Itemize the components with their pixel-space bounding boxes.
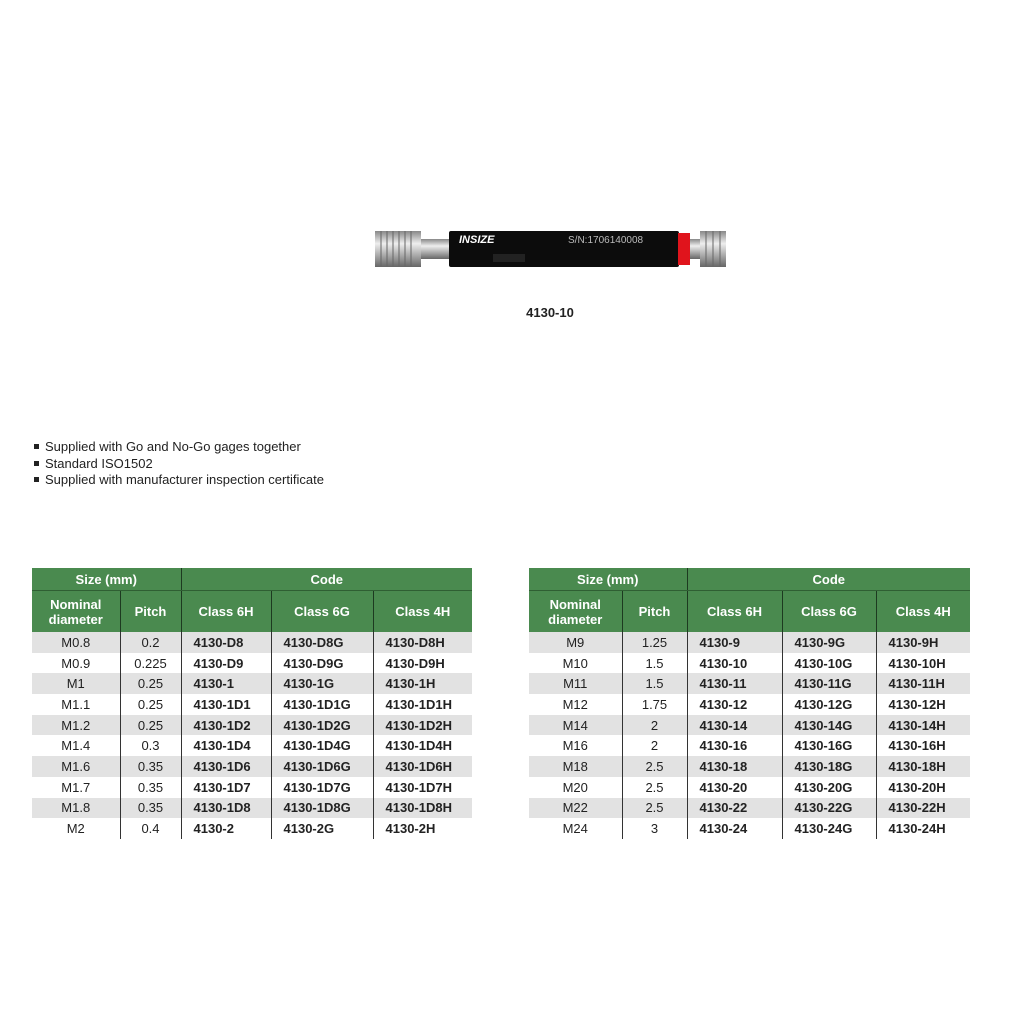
pitch-cell: 0.25	[120, 694, 181, 715]
nominal-header: Nominal diameter	[529, 591, 622, 633]
table-row	[32, 818, 472, 839]
brand-logo: INSIZE	[459, 234, 495, 246]
class-6g-cell: 4130-1D1G	[271, 694, 373, 715]
product-caption: 4130-10	[526, 305, 574, 320]
class-6h-cell: 4130-D9	[181, 653, 271, 674]
class-6h-cell: 4130-12	[687, 694, 782, 715]
class-6h-cell: 4130-1D4	[181, 735, 271, 756]
class-6g-header: Class 6G	[271, 591, 373, 633]
class-4h-cell: 4130-16H	[876, 735, 970, 756]
class-6h-header: Class 6H	[687, 591, 782, 633]
class-6g-cell: 4130-16G	[782, 735, 876, 756]
class-4h-cell: 4130-20H	[876, 777, 970, 798]
class-4h-cell: 4130-24H	[876, 818, 970, 839]
class-4h-cell: 4130-1D2H	[373, 715, 472, 736]
table-row	[32, 694, 472, 715]
pitch-cell: 1.5	[622, 673, 687, 694]
nominal-cell: M1.2	[32, 715, 120, 736]
table-row	[32, 715, 472, 736]
pitch-cell: 2.5	[622, 756, 687, 777]
feature-item: Supplied with manufacturer inspection certificate	[34, 472, 324, 489]
class-4h-cell: 4130-D8H	[373, 632, 472, 653]
table-row	[529, 777, 970, 798]
nominal-cell: M16	[562, 738, 588, 754]
table-row	[529, 673, 970, 694]
pitch-cell: 3	[622, 818, 687, 839]
pitch-cell: 0.4	[120, 818, 181, 839]
pitch-cell: 0.2	[120, 632, 181, 653]
table-row	[529, 798, 970, 819]
pitch-cell: 0.35	[120, 777, 181, 798]
nominal-cell: M18	[529, 756, 622, 777]
class-4h-cell: 4130-1D1H	[373, 694, 472, 715]
class-4h-cell: 4130-1D7H	[373, 777, 472, 798]
table-row	[529, 818, 970, 839]
table-row	[32, 653, 472, 674]
pitch-cell: 1.75	[622, 694, 687, 715]
nominal-cell: M12	[562, 696, 588, 712]
nominal-cell: M22	[529, 798, 622, 819]
table-row	[32, 777, 472, 798]
serial-number: S/N:1706140008	[568, 235, 644, 246]
table-row	[32, 735, 472, 756]
nominal-cell: M0.8	[32, 632, 120, 653]
table-row	[32, 798, 472, 819]
nominal-cell: M1.7	[61, 779, 91, 795]
nominal-cell: M10	[562, 655, 588, 671]
nominal-cell: M1.8	[32, 798, 120, 819]
class-6h-cell: 4130-9	[687, 632, 782, 653]
class-6h-cell: 4130-10	[687, 653, 782, 674]
class-4h-header: Class 4H	[373, 591, 472, 633]
class-6h-cell: 4130-1D1	[181, 694, 271, 715]
class-6h-cell: 4130-22	[687, 798, 782, 819]
class-6h-cell: 4130-20	[687, 777, 782, 798]
spec-table-large	[529, 568, 970, 839]
nominal-cell: M14	[529, 715, 622, 736]
class-6g-cell: 4130-D9G	[271, 653, 373, 674]
class-6g-cell: 4130-11G	[782, 673, 876, 694]
pitch-cell: 0.25	[120, 715, 181, 736]
class-6h-cell: 4130-D8	[181, 632, 271, 653]
spec-table-small	[32, 568, 472, 839]
class-6g-cell: 4130-1D6G	[271, 756, 373, 777]
nominal-cell: M1.4	[61, 738, 91, 754]
code-header: Code	[181, 568, 472, 591]
feature-item: Standard ISO1502	[34, 456, 324, 473]
pitch-cell: 0.225	[120, 653, 181, 674]
table-row	[529, 756, 970, 777]
class-6g-cell: 4130-9G	[782, 632, 876, 653]
class-6h-cell: 4130-11	[687, 673, 782, 694]
table-row	[529, 694, 970, 715]
pitch-cell: 2.5	[622, 777, 687, 798]
class-6g-cell: 4130-D8G	[271, 632, 373, 653]
nominal-cell: M9	[529, 632, 622, 653]
nominal-cell: M24	[562, 821, 588, 837]
pitch-header: Pitch	[622, 591, 687, 633]
class-6h-cell: 4130-2	[181, 818, 271, 839]
table-row	[32, 756, 472, 777]
code-header: Code	[687, 568, 970, 591]
class-6h-cell: 4130-24	[687, 818, 782, 839]
class-6g-header: Class 6G	[782, 591, 876, 633]
feature-item: Supplied with Go and No-Go gages together	[34, 439, 324, 456]
size-header: Size (mm)	[32, 568, 181, 591]
class-4h-cell: 4130-10H	[876, 653, 970, 674]
pitch-cell: 2	[622, 715, 687, 736]
class-4h-cell: 4130-1D6H	[373, 756, 472, 777]
pitch-cell: 0.35	[120, 756, 181, 777]
nominal-cell: M2	[66, 821, 85, 837]
nominal-cell: M0.9	[61, 655, 91, 671]
class-6h-cell: 4130-14	[687, 715, 782, 736]
pitch-cell: 0.35	[120, 798, 181, 819]
class-4h-cell: 4130-18H	[876, 756, 970, 777]
feature-list	[34, 439, 324, 489]
class-6g-cell: 4130-1G	[271, 673, 373, 694]
class-6g-cell: 4130-1D2G	[271, 715, 373, 736]
class-6h-cell: 4130-1	[181, 673, 271, 694]
class-4h-header: Class 4H	[876, 591, 970, 633]
class-6g-cell: 4130-24G	[782, 818, 876, 839]
nominal-cell: M11	[529, 673, 622, 694]
class-6h-header: Class 6H	[181, 591, 271, 633]
table-row	[32, 673, 472, 694]
table-row	[529, 735, 970, 756]
table-row	[32, 632, 472, 653]
class-6g-cell: 4130-22G	[782, 798, 876, 819]
pitch-cell: 2	[622, 735, 687, 756]
class-6h-cell: 4130-1D6	[181, 756, 271, 777]
class-4h-cell: 4130-9H	[876, 632, 970, 653]
class-4h-cell: 4130-2H	[373, 818, 472, 839]
nominal-cell: M20	[562, 779, 588, 795]
class-4h-cell: 4130-11H	[876, 673, 970, 694]
class-4h-cell: 4130-12H	[876, 694, 970, 715]
class-6g-cell: 4130-1D8G	[271, 798, 373, 819]
class-6g-cell: 4130-18G	[782, 756, 876, 777]
nominal-cell: M1	[32, 673, 120, 694]
class-6g-cell: 4130-20G	[782, 777, 876, 798]
table-row	[529, 653, 970, 674]
class-6g-cell: 4130-2G	[271, 818, 373, 839]
nominal-cell: M1.6	[32, 756, 120, 777]
class-6g-cell: 4130-14G	[782, 715, 876, 736]
table-row	[529, 632, 970, 653]
class-6g-cell: 4130-12G	[782, 694, 876, 715]
class-4h-cell: 4130-1H	[373, 673, 472, 694]
nominal-cell: M1.1	[61, 696, 91, 712]
thread-plug-gage-image	[373, 228, 728, 270]
nominal-header: Nominal diameter	[32, 591, 120, 633]
pitch-cell: 1.25	[622, 632, 687, 653]
class-4h-cell: 4130-D9H	[373, 653, 472, 674]
pitch-header: Pitch	[120, 591, 181, 633]
class-4h-cell: 4130-14H	[876, 715, 970, 736]
class-4h-cell: 4130-1D8H	[373, 798, 472, 819]
class-6h-cell: 4130-1D2	[181, 715, 271, 736]
size-header: Size (mm)	[529, 568, 687, 591]
pitch-cell: 0.3	[120, 735, 181, 756]
class-6h-cell: 4130-1D7	[181, 777, 271, 798]
class-6h-cell: 4130-16	[687, 735, 782, 756]
class-6g-cell: 4130-1D4G	[271, 735, 373, 756]
class-6g-cell: 4130-1D7G	[271, 777, 373, 798]
pitch-cell: 0.25	[120, 673, 181, 694]
class-4h-cell: 4130-1D4H	[373, 735, 472, 756]
class-6h-cell: 4130-1D8	[181, 798, 271, 819]
class-4h-cell: 4130-22H	[876, 798, 970, 819]
class-6h-cell: 4130-18	[687, 756, 782, 777]
class-6g-cell: 4130-10G	[782, 653, 876, 674]
pitch-cell: 1.5	[622, 653, 687, 674]
pitch-cell: 2.5	[622, 798, 687, 819]
table-row	[529, 715, 970, 736]
